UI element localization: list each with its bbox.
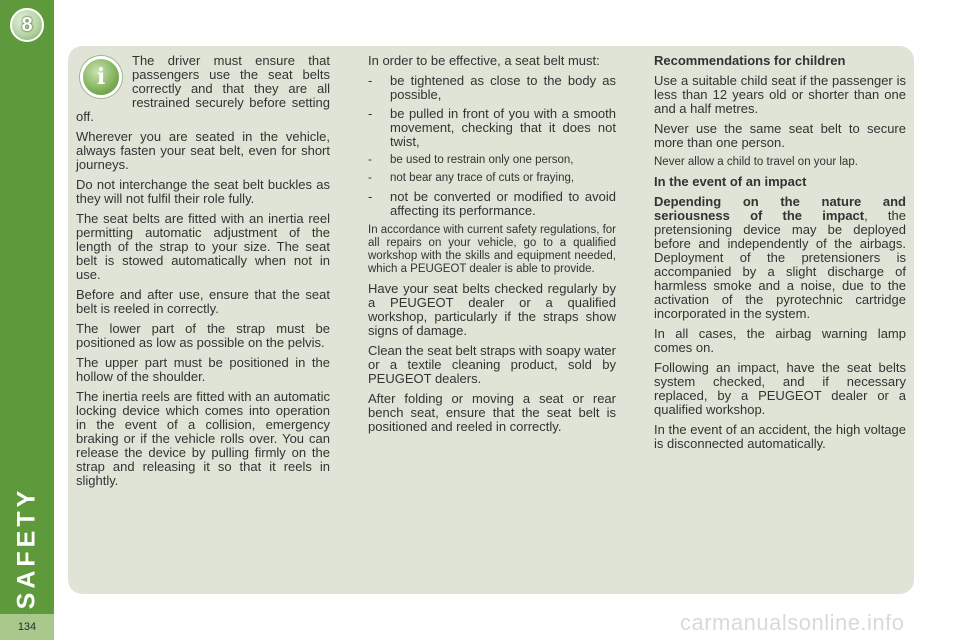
paragraph: Have your seat belts checked regularly by a PEUGEOT dealer or a qualified workshop, particularly if the straps show signs of damage. xyxy=(368,281,616,338)
paragraph: Before and after use, ensure that the seat belt is reeled in correctly. xyxy=(76,287,330,316)
paragraph: In all cases, the airbag warning lamp comes on. xyxy=(654,326,906,355)
column-2 xyxy=(368,54,616,440)
paragraph: Wherever you are seated in the vehicle, always fasten your seat belt, even for short journeys. xyxy=(76,129,330,172)
impact-lead-rest: , the pretensioning device may be deployed before and independently of the airbags. Deployment of the pretensioners is accompanied by a slight discharge of harmless smoke and a noise, due to the activation of the pyrotechnic cartridge incorporated in the system. xyxy=(654,208,906,321)
chapter-badge xyxy=(10,8,44,42)
paragraph: The driver must ensure that passengers use the seat belts correctly and that they are all restrained securely before setting off. xyxy=(76,53,330,124)
impact-lead-bold: Depending on the nature and seriousness of the impact xyxy=(654,194,906,223)
paragraph: After folding or moving a seat or rear bench seat, ensure that the seat belt is positioned and reeled in correctly. xyxy=(368,391,616,434)
paragraph: In accordance with current safety regulations, for all repairs on your vehicle, go to a qualified workshop with the skills and equipment needed, which a PEUGEOT dealer is able to provide. xyxy=(368,224,617,275)
impact-lead xyxy=(654,195,906,321)
impact-heading: In the event of an impact xyxy=(654,174,807,189)
section-title: SAFETY xyxy=(12,486,41,610)
paragraph: Clean the seat belt straps with soapy water or a textile cleaning product, sold by PEUGEOT dealers. xyxy=(368,343,616,386)
paragraph: The lower part of the strap must be positioned as low as possible on the pelvis. xyxy=(76,321,330,350)
info-icon: i xyxy=(80,56,122,98)
column-1 xyxy=(76,54,330,494)
list-item: - be tightened as close to the body as possible, xyxy=(368,74,616,102)
paragraph: The inertia reels are fitted with an automatic locking device which comes into operation in the event of a collision, emergency braking or if the vehicle rolls over. You can release the device by pulling firmly on the strap and releasing it so that it reels in slightly. xyxy=(76,389,330,488)
paragraph: Use a suitable child seat if the passenger is less than 12 years old or shorter than one and a half metres. xyxy=(654,73,906,116)
chapter-number: 8 xyxy=(21,13,33,36)
paragraph: The seat belts are fitted with an inertia reel permitting automatic adjustment of the length of the strap to your size. The seat belt is stowed automatically when not in use. xyxy=(76,211,330,282)
paragraph: Never use the same seat belt to secure more than one person. xyxy=(654,121,906,150)
paragraph: Following an impact, have the seat belts system checked, and if necessary replaced, by a PEUGEOT dealer or a qualified workshop. xyxy=(654,360,906,417)
paragraph: The upper part must be positioned in the hollow of the shoulder. xyxy=(76,355,330,384)
list-item: - be used to restrain only one person, xyxy=(368,154,616,167)
requirements-list xyxy=(368,74,616,218)
page-number: 134 xyxy=(0,614,54,640)
watermark: carmanualsonline.info xyxy=(680,610,905,635)
list-item: - not bear any trace of cuts or fraying, xyxy=(368,172,616,185)
list-item: - not be converted or modified to avoid affecting its performance. xyxy=(368,190,616,218)
sidebar xyxy=(0,0,54,640)
list-item: - be pulled in front of you with a smooth movement, checking that it does not twist, xyxy=(368,107,616,149)
paragraph: In order to be effective, a seat belt must: xyxy=(368,53,600,68)
paragraph: Do not interchange the seat belt buckles as they will not fulfil their role fully. xyxy=(76,177,330,206)
paragraph: Never allow a child to travel on your lap. xyxy=(654,156,858,168)
column-3 xyxy=(654,54,906,457)
paragraph: In the event of an accident, the high voltage is disconnected automatically. xyxy=(654,422,906,451)
children-heading: Recommendations for children xyxy=(654,53,846,68)
